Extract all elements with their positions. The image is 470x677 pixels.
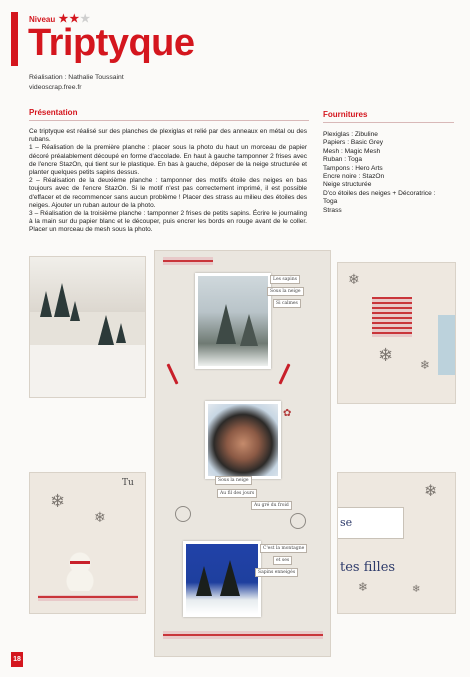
tree-icon [240, 314, 258, 346]
paragraph: 3 – Réalisation de la troisième planche : tamponner 2 frises de petits sapins. Écrire le journaling à la main sur du papier blanc et le découper, puis encrer les bords en rouge avant de le coller. Placer un morceau de mesh sous la photo. [29, 210, 307, 234]
panel-top-right [337, 262, 456, 404]
list-item: Ruban : Toga [323, 156, 363, 164]
tree-icon [116, 323, 126, 343]
tag-right-1: se [340, 516, 353, 529]
list-item: Mesh : Magic Mesh [323, 147, 381, 155]
fournitures-heading: Fournitures [323, 110, 368, 119]
credit-author: Réalisation : Nathalie Toussaint [29, 74, 124, 81]
tree-icon [40, 291, 52, 317]
tag-left-corner: Tu [122, 478, 134, 488]
fournitures-rule [323, 122, 454, 123]
ribbon [166, 363, 178, 384]
blue-sky-trees-photo [183, 541, 261, 617]
star-icon: ★ [69, 13, 80, 25]
paragraph: Ce triptyque est réalisé sur des planches de plexiglas et relié par des anneaux en métal ou des rubans. [29, 128, 307, 144]
ring-icon [290, 513, 306, 529]
tag-top-1: Les sapins [270, 275, 300, 284]
ribbon [278, 363, 290, 384]
list-item: Encre noire : StazOn [323, 173, 385, 181]
tree-icon [98, 315, 114, 345]
snowflake-icon: ❄ [358, 580, 369, 594]
tag-mid-3: Au gré du froid [251, 501, 292, 510]
supplies-list [323, 131, 436, 215]
snowflake-icon: ❄ [378, 345, 394, 366]
portrait-photo [205, 401, 281, 479]
tag-bottom-1: C'est la montagne [260, 544, 307, 553]
list-item: Papiers : Basic Grey [323, 139, 384, 147]
presentation-heading: Présentation [29, 108, 78, 117]
snowflake-icon: ❄ [412, 584, 421, 595]
blue-paper-strip [438, 315, 455, 375]
tag-bottom-3: Sapins enneigés [255, 568, 298, 577]
snowflake-icon: ❄ [94, 510, 106, 526]
page-number: 18 [11, 652, 23, 667]
plaid-square [372, 297, 412, 337]
presentation-text [29, 128, 307, 235]
tree-icon [54, 283, 70, 317]
snowy-trees-photo [195, 273, 271, 369]
list-item: D'co étoiles des neiges + Décoratrice : [323, 189, 436, 197]
star-icon: ★ [58, 13, 69, 25]
panel-bottom-right [337, 472, 456, 614]
tree-icon [220, 560, 240, 596]
paragraph: 1 – Réalisation de la première planche : placer sous la photo du haut un morceau de papier décoré préalablement découpé en forme d'accolade. En haut à gauche tamponner 2 frises avec de l'encre StazOn, qui tient sur le plastique. En bas à gauche, déposer de la neige structurée et planter quelques petits sapins dessus. [29, 144, 307, 177]
snowflake-icon: ❄ [420, 358, 431, 372]
list-item: Strass [323, 206, 342, 214]
triptych-photo [29, 250, 454, 655]
list-item: Neige structurée [323, 181, 372, 189]
flower-icon: ✿ [283, 408, 292, 419]
panel-center [154, 250, 331, 657]
list-item: Toga [323, 198, 338, 206]
star-empty-icon: ★ [80, 13, 91, 25]
tree-icon [216, 304, 236, 344]
credit-site: videoscrap.free.fr [29, 84, 82, 91]
tag-right-2: tes filles [340, 560, 396, 575]
snowflake-icon: ❄ [424, 481, 438, 500]
tag-mid-1: Sous la neige [215, 476, 252, 485]
ring-icon [175, 506, 191, 522]
level-label: Niveau [29, 15, 56, 24]
snow-base [30, 345, 145, 397]
tag-top-3: Si calmes [273, 299, 301, 308]
list-item: Plexiglas : Zibuline [323, 131, 378, 138]
plaid-strip [163, 257, 213, 265]
plaid-strip [38, 595, 138, 601]
title-accent-bar [11, 12, 18, 66]
paragraph: 2 – Réalisation de la deuxième planche : tamponner des motifs étoile des neiges en bas toujours avec de l'encre StazOn. Si le motif n'est pas correctement imprimé, il est possible d'effacer et de recommencer sans aucun problème ! Placer des strass au milieu des étoiles des neiges. Ajouter un ruban autour de la photo. [29, 177, 307, 209]
credit-block [29, 73, 124, 93]
tag-bottom-2: et ses [273, 556, 292, 565]
panel-bottom-left [29, 472, 146, 614]
snowflake-icon: ❄ [348, 272, 360, 288]
tree-icon [196, 566, 212, 596]
page-title: Triptyque [28, 22, 195, 64]
snowflake-icon: ❄ [50, 491, 66, 512]
presentation-rule [29, 120, 309, 121]
tag-top-2: Sous la neige [267, 287, 304, 296]
tag-mid-2: Au fil des jours [217, 489, 257, 498]
snowman-icon [66, 551, 94, 591]
scarf [70, 561, 90, 564]
plaid-strip [163, 631, 323, 639]
panel-top-left [29, 256, 146, 398]
list-item: Tampons : Hero Arts [323, 164, 383, 172]
tree-icon [70, 301, 80, 321]
